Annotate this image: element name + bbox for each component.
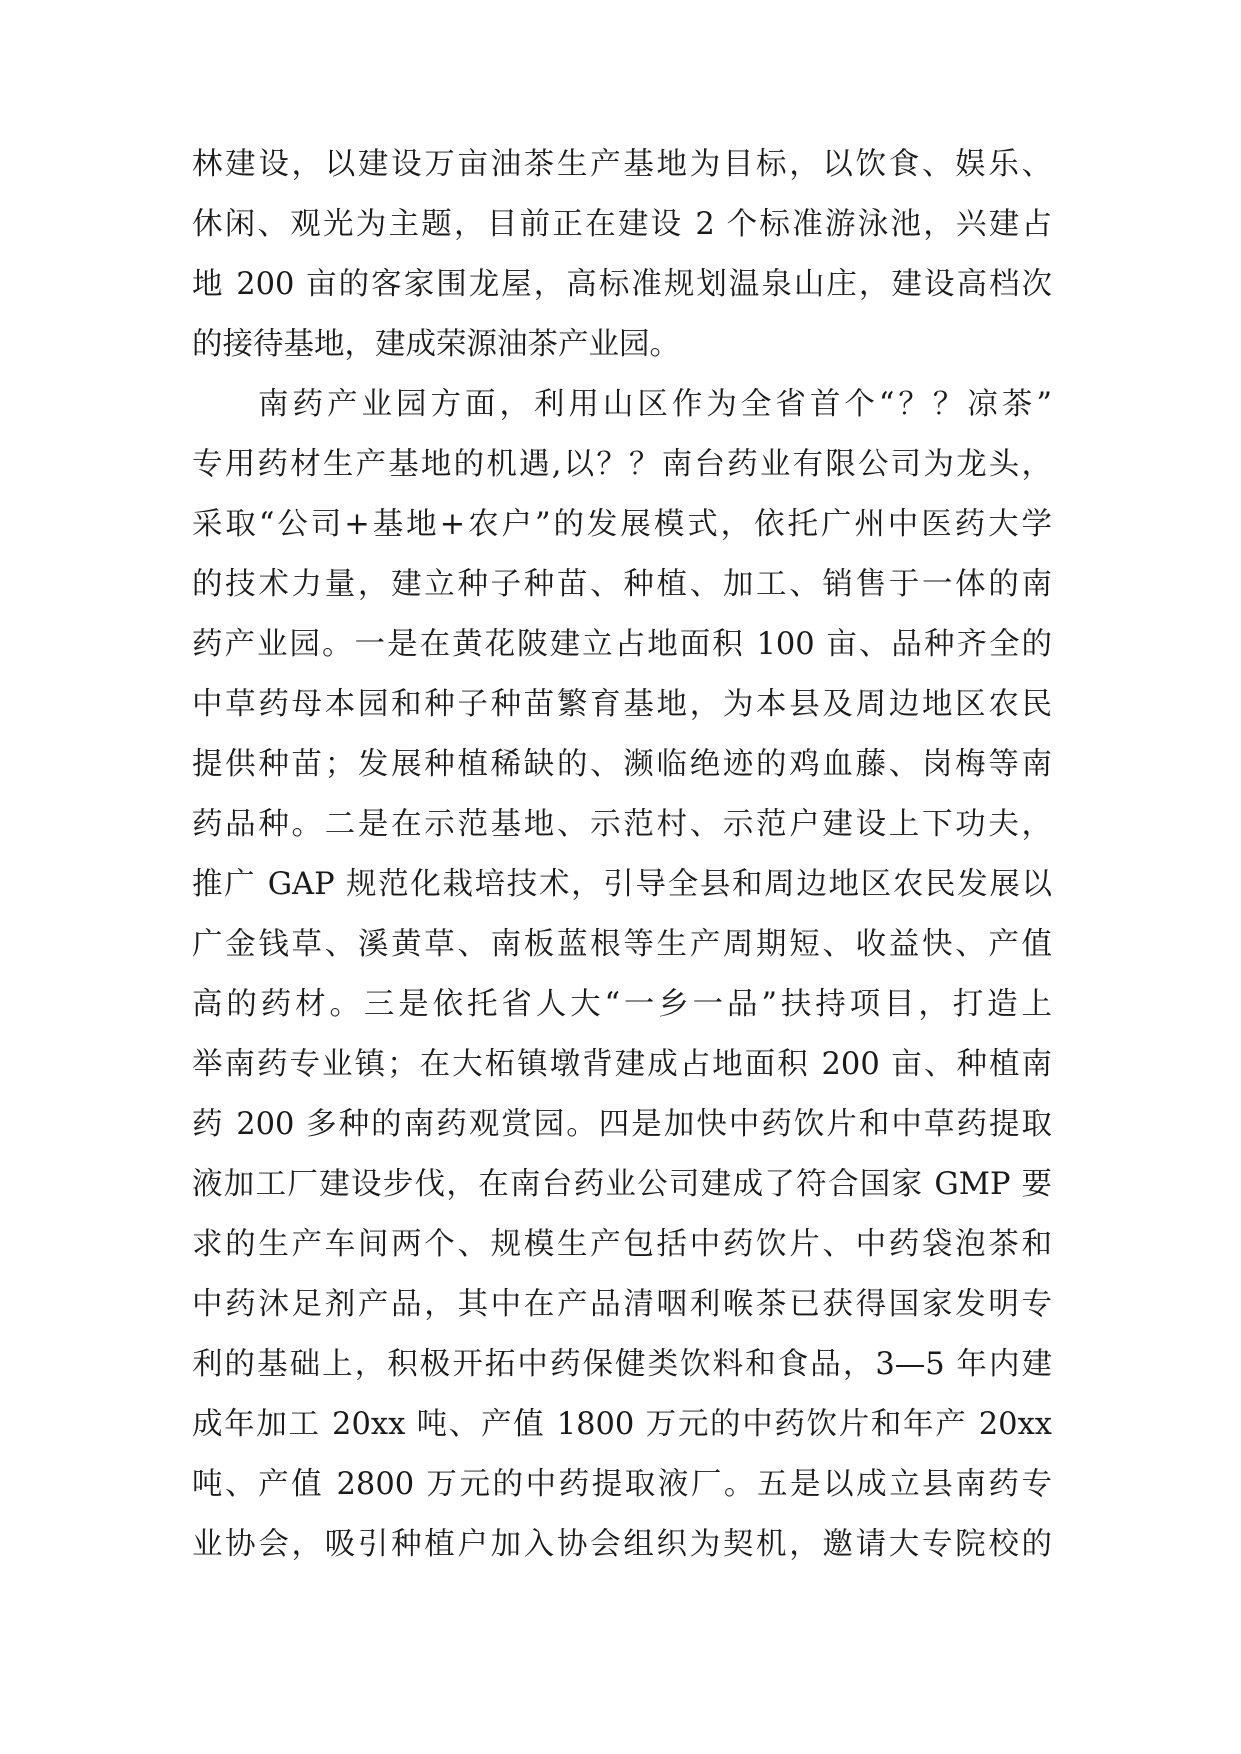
text-line: 推广 GAP 规范化栽培技术，引导全县和周边地区农民发展以 [192,867,1052,902]
text-line: 利的基础上，积极开拓中药保健类饮料和食品，3—5 年内建 [192,1347,1052,1382]
text-line: 采取“公司+基地+农户”的发展模式，依托广州中医药大学 [192,507,1052,542]
text-line: 液加工厂建设步伐，在南台药业公司建成了符合国家 GMP 要 [192,1167,1052,1202]
text-line: 高的药材。三是依托省人大“一乡一品”扶持项目，打造上 [192,987,1052,1022]
text-line: 药产业园。一是在黄花陂建立占地面积 100 亩、品种齐全的 [192,627,1052,662]
text-line: 中药沐足剂产品，其中在产品清咽利喉茶已获得国家发明专 [192,1287,1052,1322]
text-line: 成年加工 20xx 吨、产值 1800 万元的中药饮片和年产 20xx [192,1407,1052,1442]
text-line: 广金钱草、溪黄草、南板蓝根等生产周期短、收益快、产值 [192,927,1052,962]
text-line: 的接待基地，建成荣源油茶产业园。 [192,327,680,362]
text-line: 药 200 多种的南药观赏园。四是加快中药饮片和中草药提取 [192,1107,1052,1142]
text-line: 林建设，以建设万亩油茶生产基地为目标，以饮食、娱乐、 [192,147,1052,182]
text-line: 举南药专业镇；在大柘镇墩背建成占地面积 200 亩、种植南 [192,1047,1052,1082]
text-line: 休闲、观光为主题，目前正在建设 2 个标准游泳池，兴建占 [192,207,1052,242]
text-line: 的技术力量，建立种子种苗、种植、加工、销售于一体的南 [192,567,1052,602]
text-line: 吨、产值 2800 万元的中药提取液厂。五是以成立县南药专 [192,1467,1052,1502]
paragraph-first-line: 南药产业园方面，利用山区作为全省首个“？？凉茶” [258,387,1052,422]
text-line: 求的生产车间两个、规模生产包括中药饮片、中药袋泡茶和 [192,1227,1052,1262]
text-line: 中草药母本园和种子种苗繁育基地，为本县及周边地区农民 [192,687,1052,722]
text-line: 地 200 亩的客家围龙屋，高标准规划温泉山庄，建设高档次 [192,267,1052,302]
text-line: 提供种苗；发展种植稀缺的、濒临绝迹的鸡血藤、岗梅等南 [192,747,1052,782]
text-line: 业协会，吸引种植户加入协会组织为契机，邀请大专院校的 [192,1527,1052,1562]
text-line: 药品种。二是在示范基地、示范村、示范户建设上下功夫， [192,807,1052,842]
text-line: 专用药材生产基地的机遇,以？？南台药业有限公司为龙头， [192,447,1052,482]
